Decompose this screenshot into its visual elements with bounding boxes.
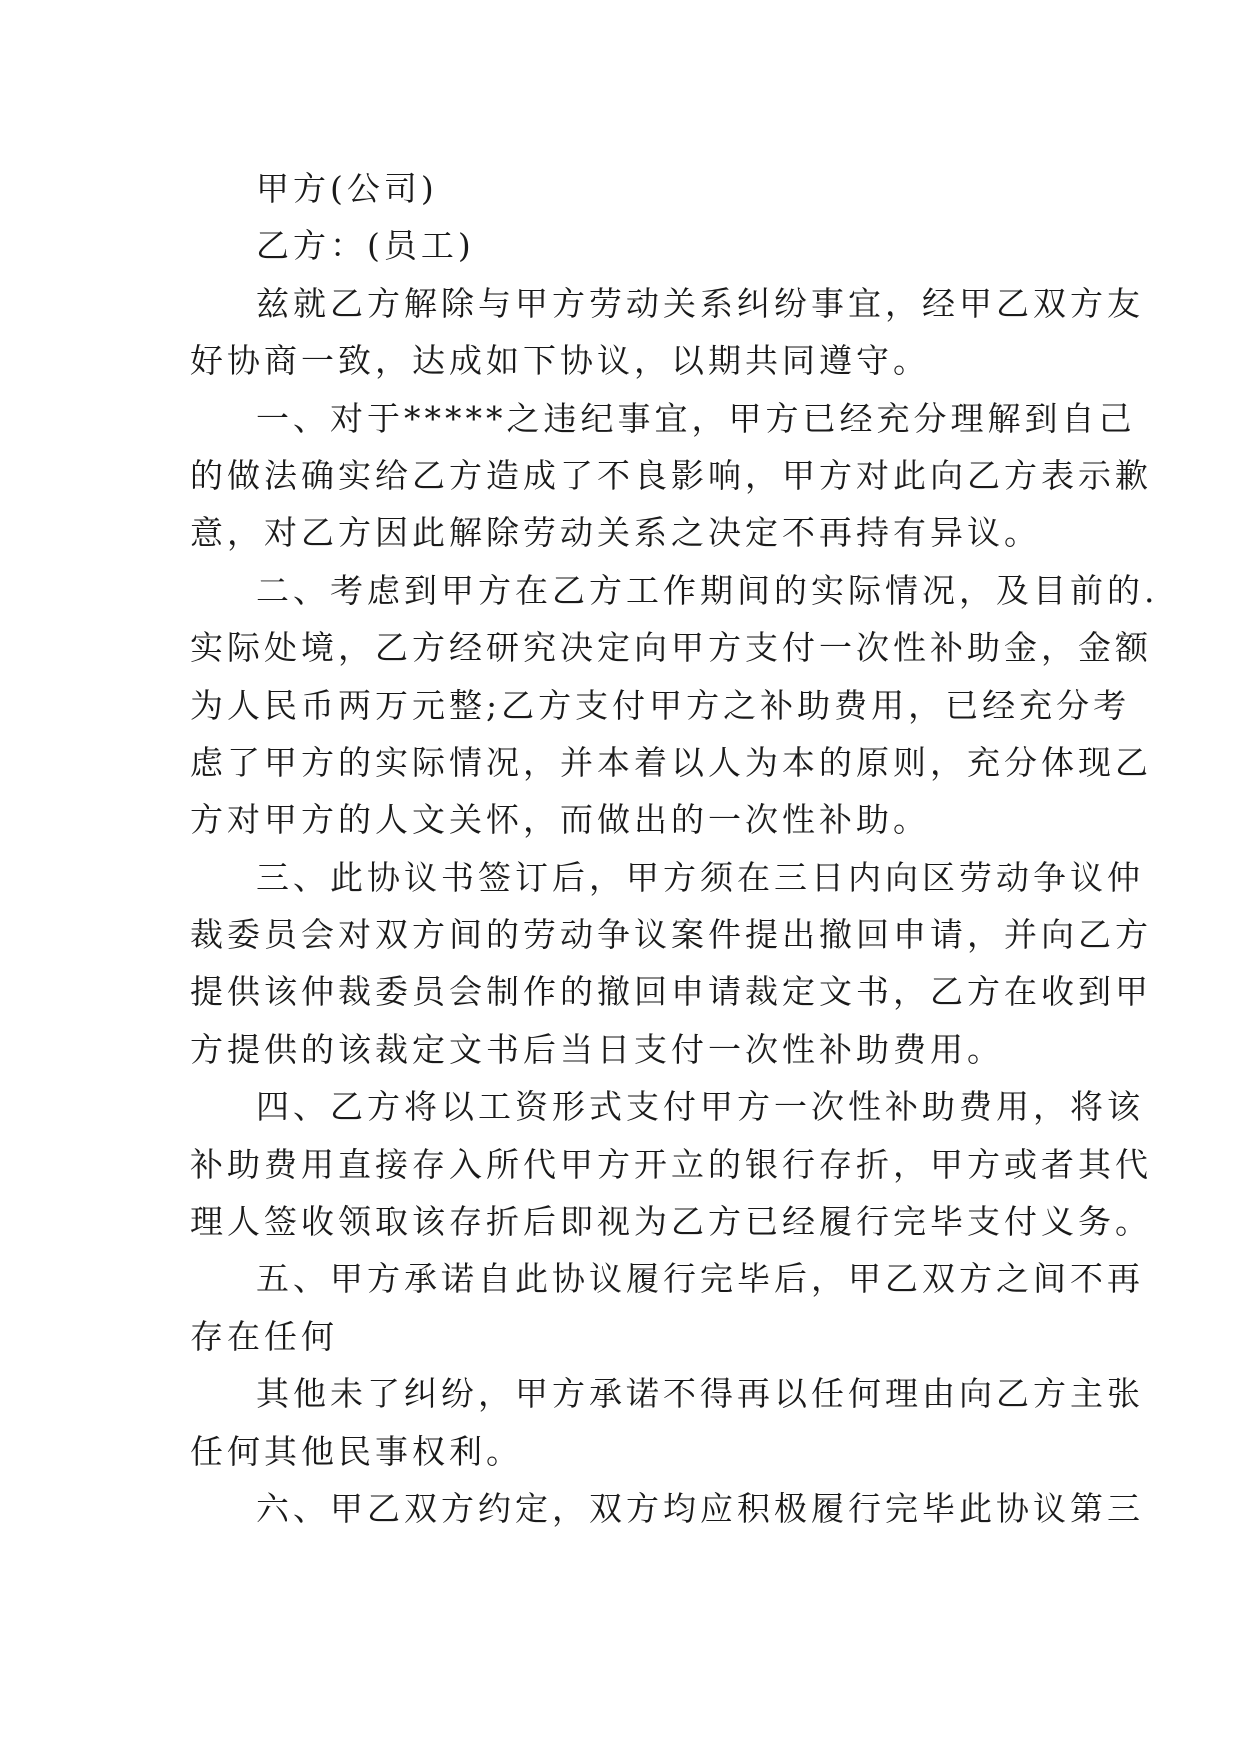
clause-3-line-4: 方提供的该裁定文书后当日支付一次性补助费用。 [190, 1029, 1004, 1069]
clause-2-line-4: 虑了甲方的实际情况，并本着以人为本的原则，充分体现乙 [190, 742, 1152, 782]
agreement-body [190, 160, 1159, 1537]
clause-5-cont-line-1: 其他未了纠纷，甲方承诺不得再以任何理由向乙方主张 [256, 1374, 1144, 1414]
clause-3-line-2: 裁委员会对双方间的劳动争议案件提出撤回申请，并向乙方 [190, 915, 1152, 955]
paragraph-intro-line-2: 好协商一致，达成如下协议，以期共同遵守。 [190, 341, 930, 381]
clause-1-line-2: 的做法确实给乙方造成了不良影响，甲方对此向乙方表示歉 [190, 455, 1152, 495]
clause-4-line-1: 四、乙方将以工资形式支付甲方一次性补助费用，将该 [256, 1087, 1144, 1127]
party-a-line: 甲方(公司) [256, 169, 438, 208]
clause-2-line-3: 为人民币两万元整;乙方支付甲方之补助费用，已经充分考 [190, 685, 1131, 725]
clause-6-line-1: 六、甲乙双方约定，双方均应积极履行完毕此协议第三 [256, 1488, 1144, 1528]
clause-3-line-1: 三、此协议书签订后，甲方须在三日内向区劳动争议仲 [256, 857, 1144, 897]
clause-2-line-1: 二、考虑到甲方在乙方工作期间的实际情况，及目前的. [256, 570, 1159, 610]
paragraph-intro-line-1: 兹就乙方解除与甲方劳动关系纠纷事宜，经甲乙双方友 [256, 283, 1144, 323]
clause-4-line-3: 理人签收领取该存折后即视为乙方已经履行完毕支付义务。 [190, 1202, 1152, 1242]
clause-1-line-1: 一、对于*****之违纪事宜，甲方已经充分理解到自己 [256, 398, 1136, 438]
clause-1-line-3: 意，对乙方因此解除劳动关系之决定不再持有异议。 [190, 513, 1041, 553]
clause-5-cont-line-2: 任何其他民事权利。 [190, 1431, 523, 1471]
clause-5-line-1: 五、甲方承诺自此协议履行完毕后，甲乙双方之间不再 [256, 1259, 1144, 1299]
clause-2-line-5: 方对甲方的人文关怀，而做出的一次性补助。 [190, 800, 930, 840]
clause-2-line-2: 实际处境，乙方经研究决定向甲方支付一次性补助金，金额 [190, 628, 1152, 668]
party-b-line: 乙方：(员工) [256, 226, 475, 266]
clause-4-line-2: 补助费用直接存入所代甲方开立的银行存折，甲方或者其代 [190, 1144, 1152, 1184]
clause-3-line-3: 提供该仲裁委员会制作的撤回申请裁定文书，乙方在收到甲 [190, 972, 1152, 1012]
clause-5-line-2: 存在任何 [190, 1316, 338, 1356]
